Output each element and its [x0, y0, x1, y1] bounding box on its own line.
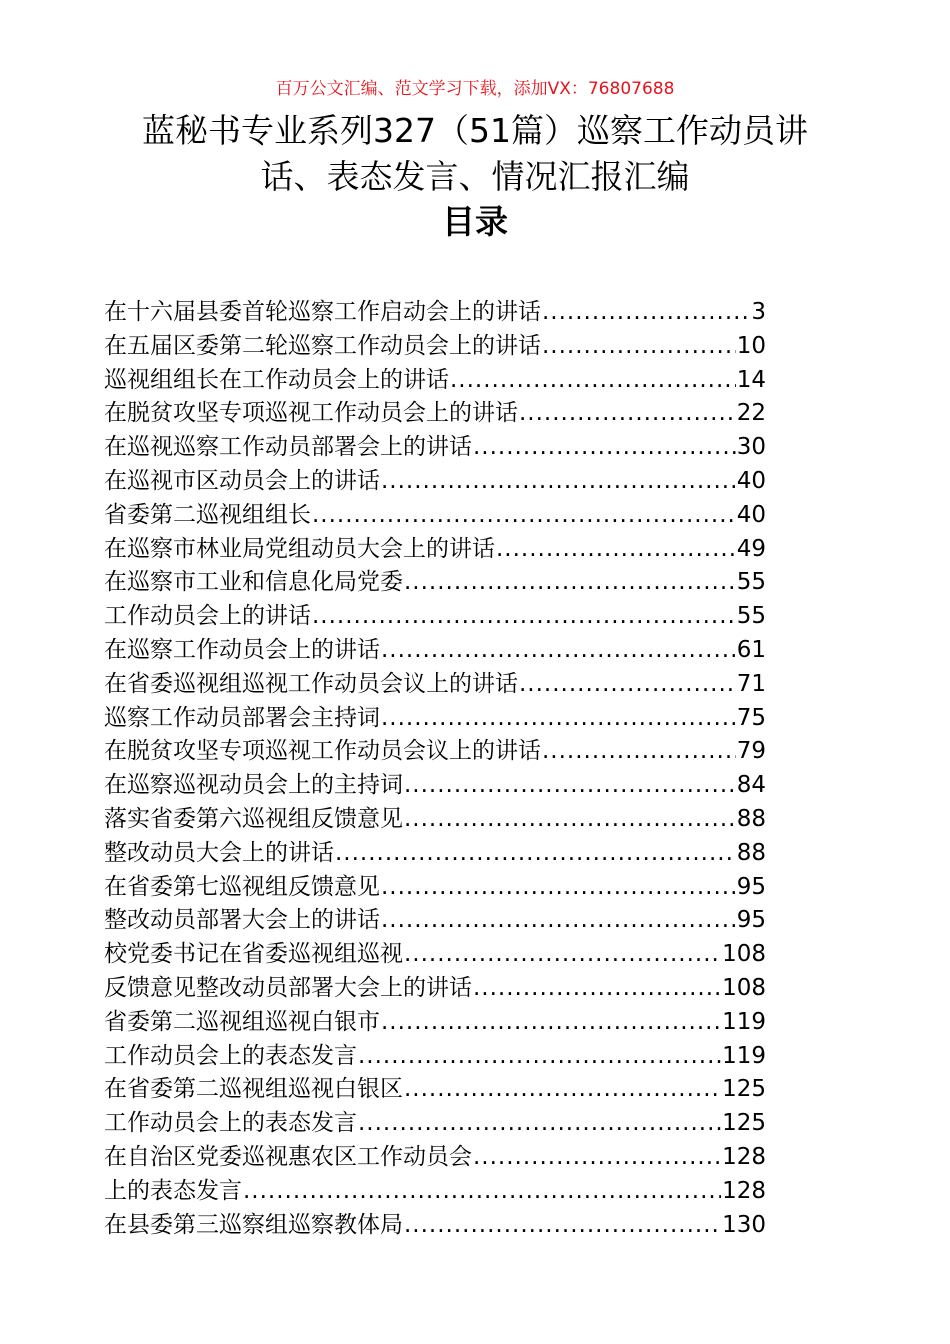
- toc-entry-title: 在巡视巡察工作动员部署会上的讲话: [104, 434, 472, 461]
- toc-dot-leader: [312, 600, 736, 634]
- toc-entry-title: 在脱贫攻坚专项巡视工作动员会上的讲话: [104, 400, 518, 427]
- toc-dot-leader: [358, 1040, 721, 1074]
- toc-dot-leader: [381, 702, 736, 736]
- toc-entry[interactable]: [104, 465, 766, 499]
- toc-entry-page-number: 79: [736, 738, 766, 765]
- toc-entry-title: 工作动员会上的表态发言: [104, 1110, 357, 1137]
- toc-entry-page-number: 95: [736, 907, 766, 934]
- toc-entry-page-number: 125: [722, 1076, 766, 1103]
- toc-entry[interactable]: [104, 566, 766, 600]
- toc-entry-title: 校党委书记在省委巡视组巡视: [104, 941, 403, 968]
- toc-dot-leader: [381, 465, 736, 499]
- toc-entry-page-number: 128: [722, 1177, 766, 1204]
- toc-dot-leader: [473, 1141, 721, 1175]
- toc-entry-title: 巡察工作动员部署会主持词: [104, 704, 380, 731]
- toc-entry-title: 在自治区党委巡视惠农区工作动员会: [104, 1143, 472, 1170]
- toc-entry[interactable]: [104, 634, 766, 668]
- toc-dot-leader: [404, 803, 736, 837]
- toc-entry[interactable]: [104, 1209, 766, 1243]
- toc-entry[interactable]: [104, 1107, 766, 1141]
- toc-entry-page-number: 61: [736, 636, 766, 663]
- toc-dot-leader: [404, 938, 721, 972]
- toc-entry-page-number: 119: [722, 1008, 766, 1035]
- toc-entry-title: 在脱贫攻坚专项巡视工作动员会议上的讲话: [104, 738, 541, 765]
- toc-entry-page-number: 108: [722, 974, 766, 1001]
- toc-entry-title: 在巡视市区动员会上的讲话: [104, 467, 380, 494]
- toc-dot-leader: [404, 1073, 721, 1107]
- toc-entry[interactable]: [104, 431, 766, 465]
- toc-entry-page-number: 119: [722, 1042, 766, 1069]
- toc-entry[interactable]: [104, 296, 766, 330]
- toc-dot-leader: [404, 566, 736, 600]
- toc-entry-title: 工作动员会上的表态发言: [104, 1042, 357, 1069]
- toc-entry[interactable]: [104, 397, 766, 431]
- toc-dot-leader: [381, 871, 736, 905]
- toc-entry[interactable]: [104, 904, 766, 938]
- toc-heading: 目录: [442, 202, 508, 241]
- toc-dot-leader: [404, 1209, 721, 1243]
- toc-entry-page-number: 75: [736, 704, 766, 731]
- toc-dot-leader: [496, 533, 736, 567]
- toc-dot-leader: [381, 904, 736, 938]
- toc-dot-leader: [404, 769, 736, 803]
- toc-entry-page-number: 3: [751, 299, 766, 325]
- toc-dot-leader: [381, 1006, 721, 1040]
- toc-entry[interactable]: [104, 668, 766, 702]
- toc-dot-leader: [450, 364, 736, 398]
- toc-dot-leader: [473, 431, 736, 465]
- toc-entry-title: 在巡察市工业和信息化局党委: [104, 569, 403, 596]
- table-of-contents: [104, 296, 766, 1242]
- toc-entry-page-number: 10: [736, 332, 766, 359]
- toc-entry[interactable]: [104, 938, 766, 972]
- toc-dot-leader: [381, 634, 736, 668]
- toc-entry[interactable]: [104, 364, 766, 398]
- toc-entry[interactable]: [104, 735, 766, 769]
- toc-dot-leader: [312, 499, 736, 533]
- document-title: [95, 108, 855, 200]
- toc-entry-page-number: 30: [736, 434, 766, 461]
- toc-entry-page-number: 88: [736, 839, 766, 866]
- toc-entry[interactable]: [104, 1040, 766, 1074]
- toc-entry-page-number: 40: [736, 501, 766, 528]
- toc-entry[interactable]: [104, 600, 766, 634]
- toc-entry[interactable]: [104, 1141, 766, 1175]
- toc-entry[interactable]: [104, 1006, 766, 1040]
- toc-entry[interactable]: [104, 533, 766, 567]
- toc-entry-page-number: 108: [722, 941, 766, 968]
- toc-entry[interactable]: [104, 1175, 766, 1209]
- toc-entry-title: 上的表态发言: [104, 1177, 242, 1204]
- toc-entry-page-number: 128: [722, 1143, 766, 1170]
- toc-entry-title: 整改动员部署大会上的讲话: [104, 907, 380, 934]
- toc-dot-leader: [243, 1175, 721, 1209]
- toc-entry-title: 巡视组组长在工作动员会上的讲话: [104, 366, 449, 393]
- toc-entry-title: 整改动员大会上的讲话: [104, 839, 334, 866]
- toc-dot-leader: [542, 296, 750, 330]
- toc-entry-title: 在省委第二巡视组巡视白银区: [104, 1076, 403, 1103]
- toc-entry-page-number: 55: [736, 569, 766, 596]
- toc-entry-title: 在十六届县委首轮巡察工作启动会上的讲话: [104, 299, 541, 325]
- toc-dot-leader: [542, 735, 736, 769]
- toc-entry-page-number: 125: [722, 1110, 766, 1137]
- toc-entry[interactable]: [104, 837, 766, 871]
- toc-entry-title: 在巡察市林业局党组动员大会上的讲话: [104, 535, 495, 562]
- toc-entry-title: 落实省委第六巡视组反馈意见: [104, 805, 403, 832]
- toc-entry-title: 反馈意见整改动员部署大会上的讲话: [104, 974, 472, 1001]
- toc-entry-page-number: 49: [736, 535, 766, 562]
- toc-dot-leader: [473, 972, 721, 1006]
- toc-entry[interactable]: [104, 499, 766, 533]
- toc-entry-page-number: 130: [722, 1211, 766, 1238]
- document-title-line1: 蓝秘书专业系列327（51篇）巡察工作动员讲: [142, 111, 808, 150]
- toc-entry-page-number: 84: [736, 772, 766, 799]
- toc-entry-title: 在省委巡视组巡视工作动员会议上的讲话: [104, 670, 518, 697]
- toc-entry[interactable]: [104, 1073, 766, 1107]
- toc-entry[interactable]: [104, 769, 766, 803]
- document-title-line2: 话、表态发言、情况汇报汇编: [260, 157, 690, 196]
- toc-entry-title: 在巡察巡视动员会上的主持词: [104, 772, 403, 799]
- toc-entry[interactable]: [104, 972, 766, 1006]
- toc-entry-title: 省委第二巡视组组长: [104, 501, 311, 528]
- toc-entry[interactable]: [104, 702, 766, 736]
- toc-dot-leader: [519, 668, 736, 702]
- toc-entry[interactable]: [104, 871, 766, 905]
- toc-entry[interactable]: [104, 803, 766, 837]
- toc-entry-page-number: 55: [736, 603, 766, 630]
- toc-dot-leader: [358, 1107, 721, 1141]
- toc-entry-title: 在五届区委第二轮巡察工作动员会上的讲话: [104, 332, 541, 359]
- toc-entry-title: 在巡察工作动员会上的讲话: [104, 636, 380, 663]
- toc-dot-leader: [542, 330, 736, 364]
- toc-entry-title: 在省委第七巡视组反馈意见: [104, 873, 380, 900]
- toc-entry-title: 省委第二巡视组巡视白银市: [104, 1008, 380, 1035]
- toc-entry-page-number: 71: [736, 670, 766, 697]
- toc-entry-page-number: 40: [736, 467, 766, 494]
- toc-entry-page-number: 88: [736, 805, 766, 832]
- toc-entry-page-number: 95: [736, 873, 766, 900]
- toc-entry-title: 在县委第三巡察组巡察教体局: [104, 1211, 403, 1238]
- header-promo-note: 百万公文汇编、范文学习下载，添加VX：76807688: [275, 79, 675, 99]
- toc-entry[interactable]: [104, 330, 766, 364]
- toc-dot-leader: [519, 397, 736, 431]
- toc-entry-title: 工作动员会上的讲话: [104, 603, 311, 630]
- toc-entry-page-number: 22: [736, 400, 766, 427]
- toc-entry-page-number: 14: [736, 366, 766, 393]
- toc-dot-leader: [335, 837, 736, 871]
